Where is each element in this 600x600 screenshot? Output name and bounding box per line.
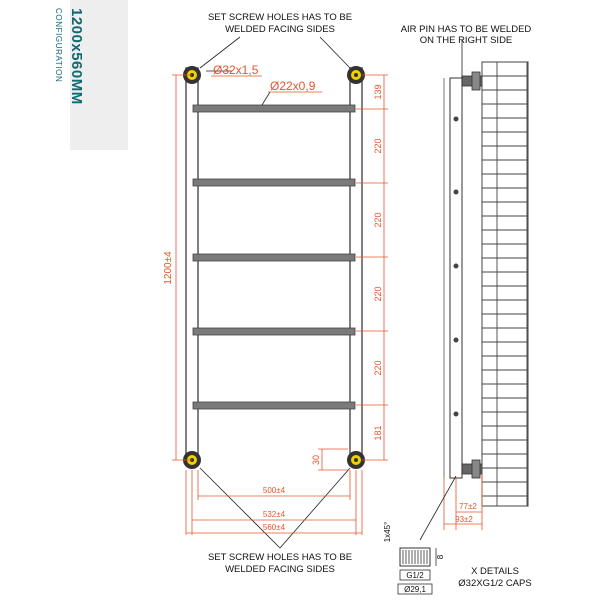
air-pin-note-line-1: AIR PIN HAS TO BE WELDED bbox=[400, 24, 532, 35]
cross-bar-5 bbox=[193, 402, 355, 409]
seg-2-label: 220 bbox=[373, 212, 383, 228]
wall-77-label: 77±2 bbox=[459, 502, 477, 511]
tube-bar-label: Ø22x0,9 bbox=[270, 79, 316, 93]
badge-title: 1200x560MM bbox=[68, 8, 85, 105]
side-tube bbox=[450, 78, 462, 478]
note-leaders bbox=[200, 37, 350, 548]
seg-top-label: 139 bbox=[373, 84, 383, 100]
tube-outer-label: Ø32x1,5 bbox=[213, 63, 259, 77]
seg-4-label: 220 bbox=[373, 360, 383, 376]
x-details-line-2: Ø32XG1/2 CAPS bbox=[458, 578, 532, 589]
radiator-front-view bbox=[183, 66, 365, 469]
thread-label: G1/2 bbox=[406, 571, 424, 580]
brick-wall bbox=[482, 62, 528, 506]
wall-outline bbox=[482, 62, 528, 506]
seg-bottom-label: 181 bbox=[373, 425, 383, 441]
cap-dia-label: Ø29,1 bbox=[404, 585, 426, 594]
width-inner-label: 500±4 bbox=[262, 486, 286, 495]
wall-93-label: 93±2 bbox=[455, 515, 473, 524]
top-note-line-2: WELDED FACING SIDES bbox=[225, 24, 335, 35]
cross-bar-4 bbox=[193, 328, 355, 335]
cross-bar-3 bbox=[193, 254, 355, 261]
cross-bar-1 bbox=[193, 105, 355, 112]
width-mid-label: 532±4 bbox=[262, 510, 286, 519]
seg-3-label: 220 bbox=[373, 286, 383, 302]
width-outer-label: 560±4 bbox=[262, 523, 286, 532]
cross-bar-2 bbox=[193, 179, 355, 186]
seg-1-label: 220 bbox=[373, 138, 383, 154]
bottom-note-line-2: WELDED FACING SIDES bbox=[225, 564, 335, 575]
height-total-label: 1200±4 bbox=[163, 251, 174, 285]
x-details-line-1: X DETAILS bbox=[471, 566, 519, 577]
radiator-side-view bbox=[444, 72, 482, 478]
chamfer-label: 1x45° bbox=[383, 521, 392, 543]
badge-subtitle: CONFIGURATION bbox=[54, 8, 63, 83]
air-pin-note-line-2: ON THE RIGHT SIDE bbox=[419, 35, 513, 46]
top-note-line-1: SET SCREW HOLES HAS TO BE bbox=[207, 12, 353, 23]
bottom-note-line-1: SET SCREW HOLES HAS TO BE bbox=[207, 552, 353, 563]
offset-bottom-label: 30 bbox=[311, 454, 321, 466]
cap-len-label: 8 bbox=[436, 554, 445, 560]
